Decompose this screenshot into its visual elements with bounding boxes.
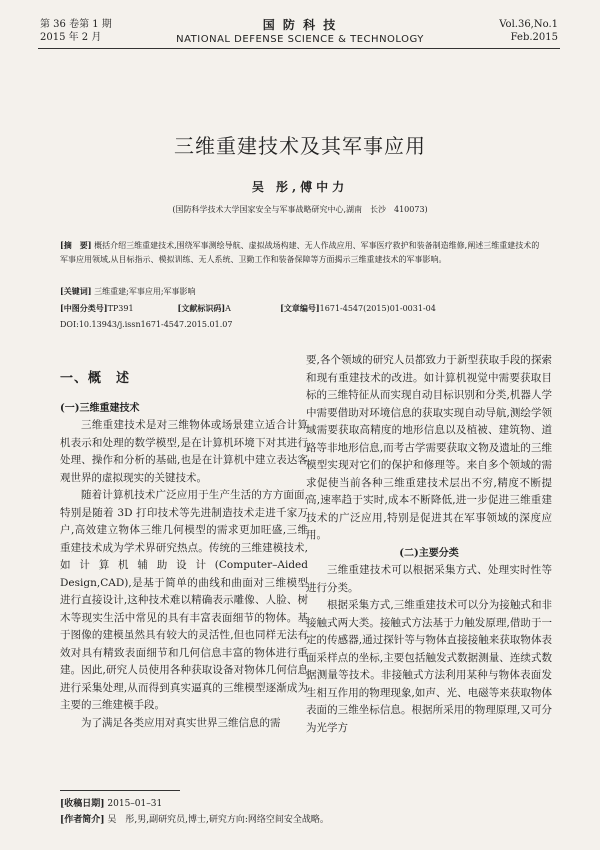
received-label: [收稿日期] [60,799,105,809]
keywords-label: [关键词] [60,286,92,296]
article-id-label: [文章编号] [280,303,320,313]
subsection-heading: (二)主要分类 [399,547,459,559]
body-column-left [60,370,308,732]
article-id-value: 1671-4547(2015)01-0031-04 [319,304,436,313]
footnote-divider [60,790,180,791]
journal-title-en: NATIONAL DEFENSE SCIENCE & TECHNOLOGY [176,34,424,45]
body-paragraph: 三维重建技术是对三维物体或场景建立适合计算机表示和处理的数学模型,是在计算机环境下对其进行处理、操作和分析的基础,也是在计算机中建立表达客观世界的虚拟现实的关键技术。 [60,419,308,484]
date-cn: 2015 年 2 月 [40,32,102,43]
abstract-text: 概括介绍三维重建技术,围绕军事测绘导航、虚拟战场构建、无人作战应用、军事医疗救护和装备制造维修,阐述三维重建技术的军事应用领域,从目标指示、模拟训练、无人系统、卫勤工作和装备保障等方面揭示三维重建技术的军事影响。 [60,241,540,264]
subsection-heading: (一)三维重建技术 [60,402,140,414]
keywords-text: 三维重建;军事应用;军事影响 [94,287,196,296]
body-paragraph: 要,各个领域的研究人员都致力于新型获取手段的探索和现有重建技术的改进。如计算机视觉中需要获取目标的三维特征从而实现自动目标识别和分类,机器人学中需要借助对环境信息的获取实现自动导航,测绘学领域需要获取高精度的地形信息以及植被、建筑物、道路等非地形信息,而考古学需要获取文物及遗址的三维模型实现对它们的保护和修理等。来自多个领域的需求促使当前各种三维重建技术层出不穷,精度不断提高,速率趋于实时,成本不断降低,进一步促进三维重建技术的广泛应用,特别是促进其在军事领域的深度应用。 [306,354,552,541]
body-column-right [306,352,552,737]
author-bio-value: 吴 彤,男,副研究员,博士,研究方向:网络空间安全战略。 [107,815,329,825]
document-code-value: A [225,304,231,313]
header-divider [38,48,560,49]
date-en: Feb.2015 [510,32,558,43]
abstract [60,238,540,267]
body-paragraph: 随着计算机技术广泛应用于生产生活的方方面面,特别是随着 3D 打印技术等先进制造技术走进千家万户,高效建立物体三维几何模型的需求更加旺盛,三维重建技术成为学术界研究热点。传统的三维建模技术,如计算机辅助设计(Computer–Aided Design,CAD),是基于简单的曲线和曲面对三维模型进行直接设计,这种技术难以精确表示雕像、人脸、树木等现实生活中常见的具有丰富表面细节的物体。基于图像的建模虽然具有较大的灵活性,但也同样无法有效对具有精致表面细节和几何信息丰富的物体进行重建。因此,研究人员使用各种获取设备对物体几何信息进行采集处理,从而得到真实逼真的三维模型逐渐成为主要的三维建模手段。 [60,489,308,711]
clc-label: [中图分类号] [60,303,108,313]
clc-code [60,303,175,314]
keywords [60,286,196,297]
article-title: 三维重建技术及其军事应用 [174,134,426,158]
volume-issue-cn: 第 36 卷第 1 期 [40,19,112,30]
journal-title-cn: 国 防 科 技 [262,18,338,32]
document-code-label: [文献标识码] [177,303,226,313]
article-id [280,303,436,314]
body-paragraph: 根据采集方式,三维重建技术可以分为接触式和非接触式两大类。接触式方法基于力触发原理,借助于一定的传感器,通过探针等与物体直接接触来获取物体表面采样点的坐标,主要包括触发式数据测量、连续式数据测量等技术。非接触式方法利用某种与物体表面发生相互作用的物理现象,如声、光、电磁等来获取物体表面的三维坐标信息。根据所采用的物理原理,又可分为光学方 [306,599,552,734]
body-paragraph: 为了满足各类应用对真实世界三维信息的需 [81,716,281,729]
document-code [178,303,278,314]
section-heading: 一、概 述 [60,371,131,386]
clc-value: TP391 [107,304,134,313]
author-affiliation: (国防科学技术大学国家安全与军事战略研究中心,湖南 长沙 410073) [172,205,428,214]
classification-row [60,303,540,314]
received-date [60,796,162,809]
abstract-label: [摘 要] [60,240,92,250]
volume-issue-en: Vol.36,No.1 [499,19,558,30]
author-bio [60,812,329,825]
article-authors: 吴 彤,傅中力 [251,180,349,194]
doi: DOI:10.13943/j.issn1671-4547.2015.01.07 [60,320,233,329]
author-bio-label: [作者简介] [60,815,105,825]
running-header-right [499,18,558,44]
received-value: 2015–01–31 [107,799,163,809]
body-paragraph: 三维重建技术可以根据采集方式、处理实时性等进行分类。 [306,564,552,594]
